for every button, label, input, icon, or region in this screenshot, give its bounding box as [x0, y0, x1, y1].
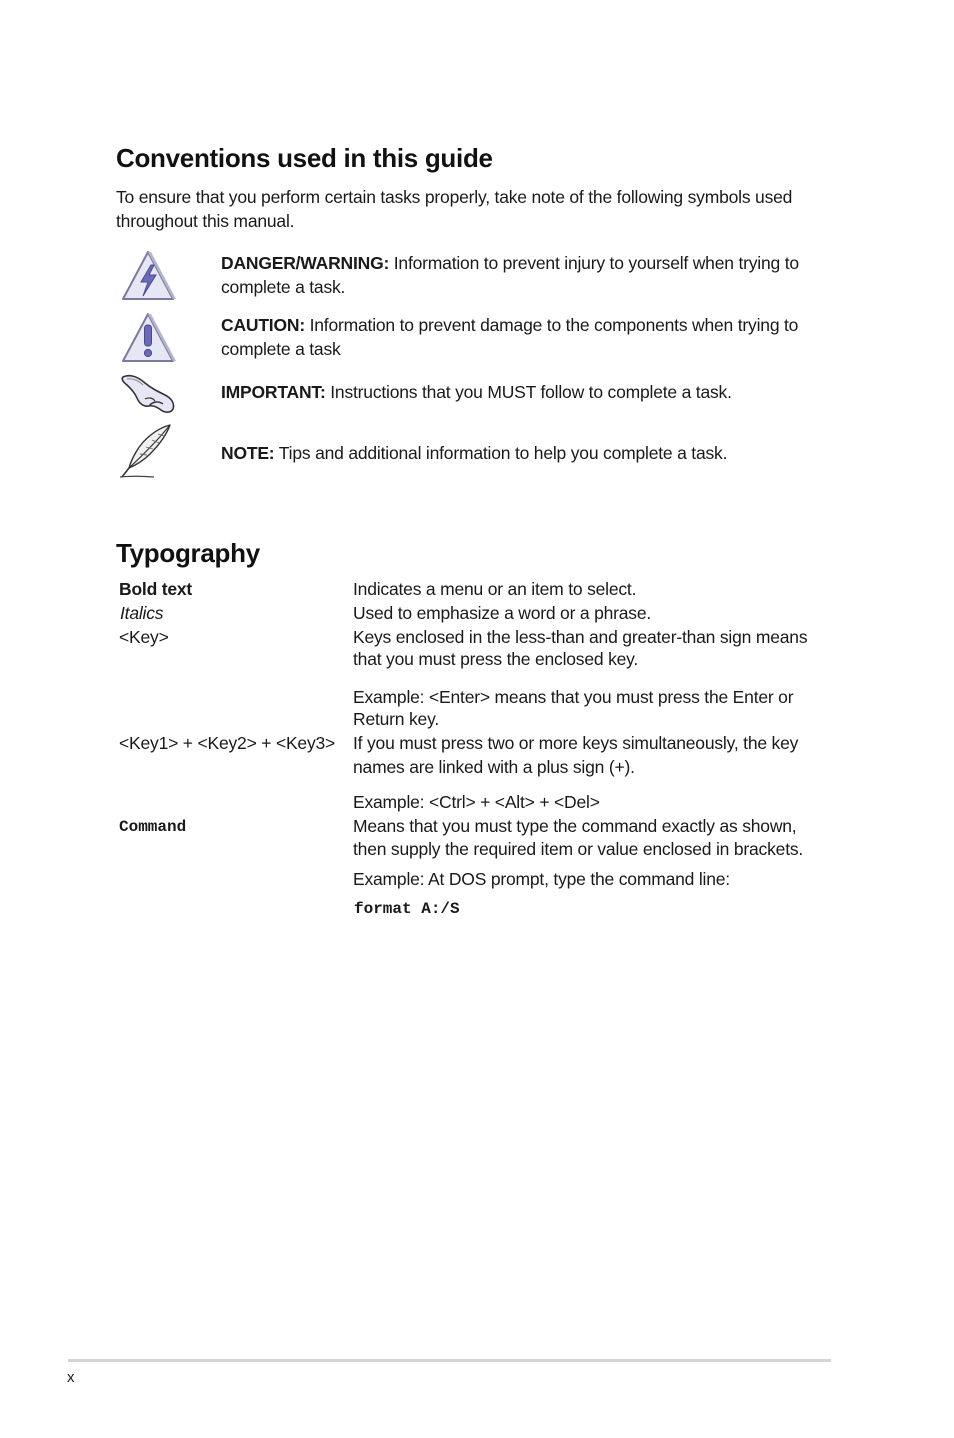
bold-text-term: Bold text — [119, 579, 193, 599]
command-code: format A:/S — [354, 900, 460, 918]
key-combo-term: <Key1> + <Key2> + <Key3> — [119, 733, 336, 753]
danger-label: DANGER/WARNING: — [221, 253, 390, 273]
key-example-line-2: Return key. — [353, 709, 439, 729]
important-notice — [221, 380, 831, 404]
key-desc-line-1: Keys enclosed in the less-than and greater-than sign means — [353, 627, 808, 647]
intro-line-1: To ensure that you perform certain tasks properly, take note of the following symbols used — [116, 187, 793, 207]
key-example-line-1: Example: <Enter> means that you must press the Enter or — [353, 687, 794, 707]
command-desc-line-1: Means that you must type the command exactly as shown, — [353, 816, 797, 836]
caution-text-cont: complete a task — [221, 339, 341, 359]
footer-rule — [68, 1359, 831, 1362]
typography-heading: Typography — [116, 538, 260, 568]
note-notice — [221, 441, 831, 465]
key-combo-example: Example: <Ctrl> + <Alt> + <Del> — [353, 792, 600, 812]
italics-term: Italics — [120, 603, 164, 623]
key-term: <Key> — [119, 627, 169, 647]
caution-icon — [120, 311, 176, 365]
intro-line-2: throughout this manual. — [116, 210, 295, 231]
caution-text: Information to prevent damage to the components when trying to — [304, 315, 799, 335]
important-text: Instructions that you MUST follow to complete a task. — [325, 382, 732, 402]
italics-desc: Used to emphasize a word or a phrase. — [353, 603, 652, 623]
command-example: Example: At DOS prompt, type the command line: — [353, 869, 730, 889]
note-quill-icon — [118, 422, 176, 480]
conventions-intro — [116, 186, 792, 233]
danger-text-cont: complete a task. — [221, 277, 346, 297]
bold-text-desc: Indicates a menu or an item to select. — [353, 579, 637, 599]
command-desc-line-2: then supply the required item or value enclosed in brackets. — [353, 839, 804, 859]
note-label: NOTE: — [221, 443, 275, 463]
key-combo-desc-line-1: If you must press two or more keys simultaneously, the key — [353, 733, 799, 753]
conventions-heading: Conventions used in this guide — [116, 143, 493, 173]
caution-label: CAUTION: — [221, 315, 305, 335]
command-term: Command — [119, 818, 187, 836]
danger-text: Information to prevent injury to yourself when trying to — [389, 253, 799, 273]
danger-warning-icon — [120, 249, 176, 303]
key-combo-desc-line-2: names are linked with a plus sign (+). — [353, 757, 635, 777]
important-label: IMPORTANT: — [221, 382, 326, 402]
caution-notice — [221, 313, 831, 361]
note-text: Tips and additional information to help you complete a task. — [274, 443, 728, 463]
key-desc-line-2: that you must press the enclosed key. — [353, 649, 639, 669]
page-number: x — [67, 1369, 75, 1386]
important-hand-icon — [119, 371, 177, 415]
danger-warning-notice — [221, 251, 831, 299]
